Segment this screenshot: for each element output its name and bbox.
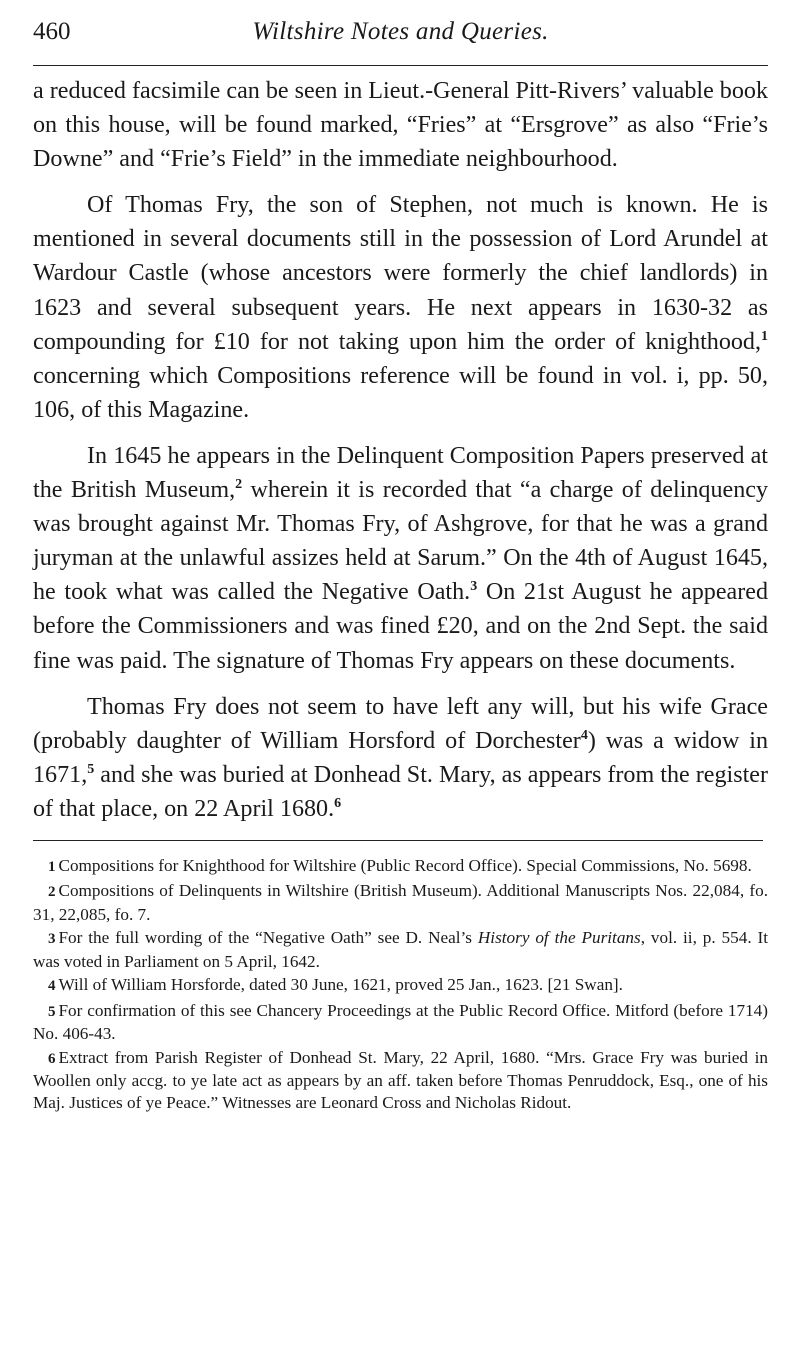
footnote-reference: 5: [87, 761, 95, 777]
footnote-reference: 4: [580, 727, 588, 743]
footnote: [33, 1000, 768, 1045]
footnote-rule: [33, 840, 763, 841]
body-paragraph: [33, 439, 768, 678]
footnote-number: 4: [48, 978, 56, 995]
page-number: 460: [33, 18, 71, 45]
text-run: , vol. ii, p. 554. It was voted in Parliament on 5 April, 1642.: [33, 928, 769, 971]
text-run: Will of William Horsforde, dated 30 June, 1621, proved 25 Jan., 1623. [21 Swan].: [58, 975, 623, 995]
text-run: Thomas Fry does not seem to have left any will, but his wife Grace (probably daughter of William Horsford of Dorchester: [33, 693, 768, 754]
text-run: In 1645 he appears in the Delinquent Composition Papers preserved at the British Museum,: [33, 442, 768, 504]
footnote: [33, 880, 768, 925]
footnote-reference: 1: [761, 328, 768, 344]
footnote: [33, 974, 768, 998]
text-run: Compositions for Knighthood for Wiltshire (Public Record Office). Special Commissions, No. 5698.: [58, 855, 752, 875]
body-text: [33, 74, 768, 826]
footnote-number: 5: [48, 1003, 56, 1020]
text-run: Of Thomas Fry, the son of Stephen, not much is known. He is mentioned in several documents still in the possession of Lord Arundel at Wardour Castle (whose ancestors were formerly the chief landlords) in 1623 and several subsequent years. He next appears in 1630-32 as compounding for £10 for not taking upon him the order of knighthood,: [33, 192, 768, 355]
italic-title: History of the Puritans: [477, 928, 641, 948]
footnote-reference: 3: [470, 579, 478, 595]
footnote-number: 6: [48, 1050, 56, 1067]
footnote: [33, 1047, 768, 1114]
running-title: Wiltshire Notes and Queries.: [252, 18, 549, 45]
body-paragraph: [33, 690, 768, 826]
footnotes: [33, 855, 768, 1114]
footnote: [33, 927, 768, 972]
body-paragraph: [33, 188, 768, 427]
footnote-number: 3: [48, 931, 56, 948]
footnote: [33, 855, 768, 879]
header-rule: [33, 65, 768, 66]
page-header: [33, 14, 768, 50]
text-run: a reduced facsimile can be seen in Lieut.-General Pitt-Rivers’ valuable book on this house, will be found marked, “Fries” at “Ersgrove” as also “Frie’s Downe” and “Frie’s Field” in the immediate neighbourhood.: [33, 78, 768, 173]
text-run: For the full wording of the “Negative Oath” see D. Neal’s: [58, 928, 478, 948]
body-paragraph: [33, 74, 768, 176]
footnote-number: 2: [48, 884, 56, 901]
text-run: On 21st August he appeared before the Commissioners and was fined £20, and on the 2nd Sept. the said fine was paid. The signature of Thomas Fry appears on these documents.: [33, 579, 768, 674]
text-run: Compositions of Delinquents in Wiltshire (British Museum). Additional Manuscripts Nos. 22,084, fo. 31, 22,085, fo. 7.: [33, 881, 768, 924]
footnote-reference: 6: [334, 795, 342, 811]
text-run: For confirmation of this see Chancery Proceedings at the Public Record Office. Mitford (before 1714) No. 406-43.: [33, 1000, 768, 1044]
text-run: Extract from Parish Register of Donhead St. Mary, 22 April, 1680. “Mrs. Grace Fry was buried in Woollen only accg. to ye late act as appears by an aff. taken before Thomas Penruddock, Esq., one of his Maj. Justices of ye Peace.” Witnesses are Leonard Cross and Nicholas Ridout.: [33, 1047, 768, 1112]
text-run: concerning which Compositions reference will be found in vol. i, pp. 50, 106, of this Magazine.: [33, 362, 768, 423]
text-run: wherein it is recorded that “a charge of delinquency was brought against Mr. Thomas Fry, of Ashgrove, for that he was a grand juryman at the unlawful assizes held at Sarum.” On the 4th of August 1645, he took what was called the Negative Oath.: [33, 477, 769, 606]
footnote-reference: 2: [235, 477, 243, 493]
text-run: ) was a widow in 1671,: [33, 727, 768, 788]
text-run: and she was buried at Donhead St. Mary, as appears from the register of that place, on 22 April 1680.: [33, 761, 768, 822]
footnote-number: 1: [48, 858, 56, 875]
book-page: [33, 14, 768, 1115]
